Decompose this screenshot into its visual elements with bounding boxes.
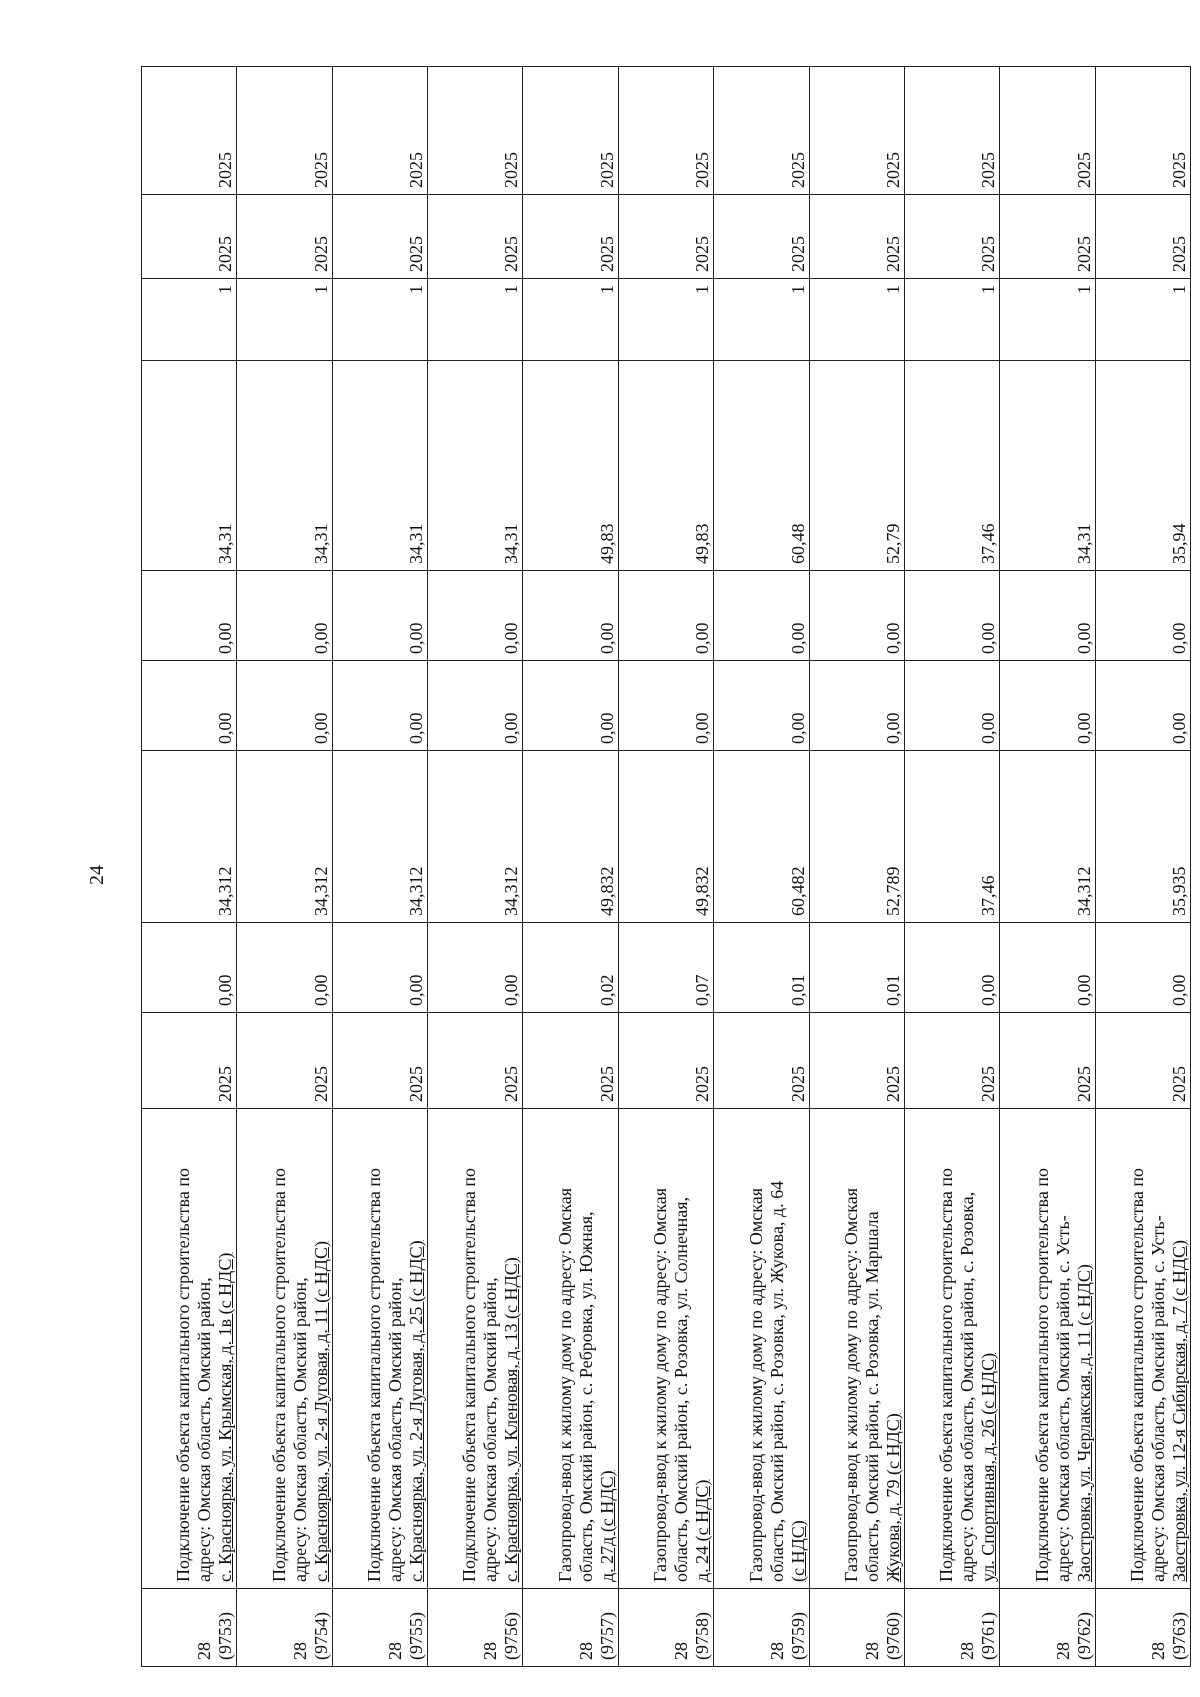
year-start-cell: 2025 [714,1013,809,1109]
row-number: 28 [385,1642,406,1660]
value-4-cell: 0,00 [904,571,999,661]
row-code: (9763) [1169,1612,1189,1660]
object-name-line-2: адресу: Омская область, Омский район, [289,1277,310,1582]
value-1-cell: 0,00 [332,923,427,1013]
value-2-cell: 34,312 [142,751,237,923]
object-name-line-3: (с НДС) [787,1520,808,1582]
value-4-cell: 0,00 [332,571,427,661]
object-name-line-1: Подключение объекта капитального строительства по [936,1168,957,1582]
object-name-line-2: область, Омский район, с. Розовка, ул. Жукова, д. 64 [766,1180,787,1582]
year-start-cell: 2025 [237,1013,332,1109]
object-name-line-3: Заостровка, ул. 12-я Сибирская, д. 7 (с НДС) [1169,1239,1189,1582]
object-name-line-3: д. 27д (с НДС) [596,1470,617,1582]
row-id-cell [809,1589,904,1667]
object-name-line-2: адресу: Омская область, Омский район, с. Усть- [1148,1215,1168,1582]
object-name-line-3: Жукова, д. 79 (с НДС) [882,1413,903,1582]
row-id-cell [523,1589,618,1667]
year-start-cell: 2025 [332,1013,427,1109]
object-name-cell [332,1109,427,1589]
object-name-line-1: Подключение объекта капитального строительства по [268,1168,289,1582]
row-code: (9761) [978,1612,999,1660]
value-2-cell: 34,312 [237,751,332,923]
value-4-cell: 0,00 [1000,571,1095,661]
year-start-cell: 2025 [618,1013,713,1109]
year-c-cell: 2025 [1095,67,1190,195]
value-1-cell: 0,01 [714,923,809,1013]
value-2-cell: 49,832 [618,751,713,923]
quantity-cell: 1 [904,279,999,361]
year-b-cell: 2025 [904,195,999,279]
object-name-cell [428,1109,523,1589]
object-name-cell [237,1109,332,1589]
value-1-cell: 0,01 [809,923,904,1013]
object-name-cell [523,1109,618,1589]
value-1-cell: 0,00 [142,923,237,1013]
value-2-cell: 34,312 [1000,751,1095,923]
table-row [428,67,523,1667]
year-b-cell: 2025 [809,195,904,279]
object-name-cell [618,1109,713,1589]
year-c-cell: 2025 [714,67,809,195]
value-4-cell: 0,00 [142,571,237,661]
year-start-cell: 2025 [1000,1013,1095,1109]
object-name-line-3: с. Красноярка, ул. 2-я Луговая, д. 11 (с НДС) [310,1241,331,1582]
year-c-cell: 2025 [237,67,332,195]
row-code: (9762) [1073,1612,1094,1660]
value-1-cell: 0,00 [904,923,999,1013]
row-code: (9759) [787,1612,808,1660]
row-code: (9753) [215,1612,236,1660]
object-name-line-2: область, Омский район, с. Ребровка, ул. Южная, [575,1211,596,1582]
value-3-cell: 0,00 [237,661,332,751]
object-name-line-1: Газопровод-ввод к жилому дому по адресу: Омская [840,1187,861,1582]
quantity-cell: 1 [1000,279,1095,361]
object-name-line-2: адресу: Омская область, Омский район, [194,1277,215,1582]
row-number: 28 [957,1642,978,1660]
row-number: 28 [575,1642,596,1660]
value-5-cell: 60,48 [714,361,809,571]
value-4-cell: 0,00 [618,571,713,661]
value-2-cell: 34,312 [332,751,427,923]
row-code: (9756) [501,1612,522,1660]
year-b-cell: 2025 [237,195,332,279]
object-name-line-1: Подключение объекта капитального строительства по [459,1168,480,1582]
object-name-line-3: ул. Спортивная, д. 2б (с НДС) [978,1352,999,1582]
object-name-line-2: адресу: Омская область, Омский район, [385,1277,406,1582]
row-number: 28 [480,1642,501,1660]
object-name-line-3: с. Красноярка, ул. Крымская, д. 1в (с НДС) [215,1252,236,1582]
value-1-cell: 0,00 [237,923,332,1013]
object-name-line-3: с. Красноярка, ул. 2-я Луговая, д. 25 (с НДС) [406,1240,427,1582]
row-id-cell [714,1589,809,1667]
object-name-cell [904,1109,999,1589]
table-row [1000,67,1095,1667]
value-2-cell: 34,312 [428,751,523,923]
object-name-line-1: Подключение объекта капитального строительства по [364,1168,385,1582]
row-number: 28 [671,1642,692,1660]
value-4-cell: 0,00 [809,571,904,661]
row-code: (9757) [596,1612,617,1660]
row-code: (9755) [406,1612,427,1660]
object-name-line-1: Подключение объекта капитального строительства по [1127,1168,1147,1582]
object-name-cell [142,1109,237,1589]
value-4-cell: 0,00 [237,571,332,661]
investment-table [141,66,1191,1667]
row-id-cell [904,1589,999,1667]
object-name-line-3: с. Красноярка, ул. Кленовая, д. 13 (с НДС) [501,1257,522,1582]
year-c-cell: 2025 [904,67,999,195]
value-1-cell: 0,00 [1000,923,1095,1013]
value-5-cell: 34,31 [142,361,237,571]
table-row [142,67,237,1667]
value-1-cell: 0,07 [618,923,713,1013]
row-number: 28 [1148,1642,1168,1660]
rotated-table-sheet [141,67,1191,1667]
year-start-cell: 2025 [904,1013,999,1109]
object-name-line-1: Газопровод-ввод к жилому дому по адресу: Омская [554,1187,575,1582]
table-row [618,67,713,1667]
value-1-cell: 0,00 [428,923,523,1013]
year-b-cell: 2025 [618,195,713,279]
row-id-cell [237,1589,332,1667]
row-id-cell [332,1589,427,1667]
quantity-cell: 1 [1095,279,1190,361]
object-name-cell [1000,1109,1095,1589]
row-number: 28 [861,1642,882,1660]
value-2-cell: 52,789 [809,751,904,923]
table-row [714,67,809,1667]
value-3-cell: 0,00 [523,661,618,751]
row-id-cell [1095,1589,1190,1667]
value-5-cell: 34,31 [428,361,523,571]
page-number: 24 [86,865,108,885]
value-3-cell: 0,00 [142,661,237,751]
value-5-cell: 35,94 [1095,361,1190,571]
value-2-cell: 37,46 [904,751,999,923]
object-name-line-1: Газопровод-ввод к жилому дому по адресу: Омская [650,1187,671,1582]
year-b-cell: 2025 [1095,195,1190,279]
table-row [809,67,904,1667]
year-start-cell: 2025 [523,1013,618,1109]
year-b-cell: 2025 [523,195,618,279]
quantity-cell: 1 [332,279,427,361]
quantity-cell: 1 [523,279,618,361]
value-5-cell: 34,31 [1000,361,1095,571]
value-2-cell: 49,832 [523,751,618,923]
value-5-cell: 37,46 [904,361,999,571]
row-id-cell [428,1589,523,1667]
value-5-cell: 34,31 [332,361,427,571]
row-code: (9754) [310,1612,331,1660]
row-number: 28 [289,1642,310,1660]
year-start-cell: 2025 [1095,1013,1190,1109]
year-c-cell: 2025 [428,67,523,195]
quantity-cell: 1 [142,279,237,361]
row-id-cell [618,1589,713,1667]
value-5-cell: 49,83 [523,361,618,571]
quantity-cell: 1 [237,279,332,361]
value-4-cell: 0,00 [428,571,523,661]
object-name-line-1: Подключение объекта капитального строительства по [1031,1168,1052,1582]
year-b-cell: 2025 [1000,195,1095,279]
table-row [332,67,427,1667]
quantity-cell: 1 [618,279,713,361]
object-name-line-1: Подключение объекта капитального строительства по [173,1168,194,1582]
year-c-cell: 2025 [142,67,237,195]
row-number: 28 [1052,1642,1073,1660]
value-3-cell: 0,00 [904,661,999,751]
table-body [142,67,1191,1667]
table-row [1095,67,1190,1667]
year-start-cell: 2025 [142,1013,237,1109]
year-start-cell: 2025 [809,1013,904,1109]
value-1-cell: 0,02 [523,923,618,1013]
row-code: (9758) [692,1612,713,1660]
object-name-line-2: адресу: Омская область, Омский район, [480,1277,501,1582]
object-name-line-2: область, Омский район, с. Розовка, ул. Маршала [861,1211,882,1582]
value-2-cell: 60,482 [714,751,809,923]
value-3-cell: 0,00 [714,661,809,751]
value-4-cell: 0,00 [1095,571,1190,661]
value-3-cell: 0,00 [1095,661,1190,751]
value-3-cell: 0,00 [1000,661,1095,751]
object-name-cell [714,1109,809,1589]
object-name-cell [809,1109,904,1589]
year-c-cell: 2025 [1000,67,1095,195]
value-4-cell: 0,00 [523,571,618,661]
year-b-cell: 2025 [714,195,809,279]
row-id-cell [142,1589,237,1667]
row-id-cell [1000,1589,1095,1667]
value-5-cell: 34,31 [237,361,332,571]
year-start-cell: 2025 [428,1013,523,1109]
object-name-cell [1095,1109,1190,1589]
year-b-cell: 2025 [142,195,237,279]
year-c-cell: 2025 [332,67,427,195]
object-name-line-3: Заостровка, ул. Черлакская, д. 11 (с НДС) [1073,1264,1094,1582]
row-number: 28 [194,1642,215,1660]
value-2-cell: 35,935 [1095,751,1190,923]
value-5-cell: 49,83 [618,361,713,571]
table-row [904,67,999,1667]
value-3-cell: 0,00 [332,661,427,751]
year-b-cell: 2025 [428,195,523,279]
year-b-cell: 2025 [332,195,427,279]
object-name-line-3: д. 24 (с НДС) [692,1479,713,1582]
value-3-cell: 0,00 [618,661,713,751]
quantity-cell: 1 [809,279,904,361]
year-c-cell: 2025 [523,67,618,195]
quantity-cell: 1 [428,279,523,361]
object-name-line-2: область, Омский район, с. Розовка, ул. Солнечная, [671,1197,692,1582]
object-name-line-2: адресу: Омская область, Омский район, с. Усть- [1052,1215,1073,1582]
object-name-line-1: Газопровод-ввод к жилому дому по адресу: Омская [745,1187,766,1582]
table-row [237,67,332,1667]
year-c-cell: 2025 [809,67,904,195]
value-3-cell: 0,00 [428,661,523,751]
value-5-cell: 52,79 [809,361,904,571]
row-number: 28 [766,1642,787,1660]
value-3-cell: 0,00 [809,661,904,751]
row-code: (9760) [882,1612,903,1660]
year-c-cell: 2025 [618,67,713,195]
value-1-cell: 0,00 [1095,923,1190,1013]
table-row [523,67,618,1667]
object-name-line-2: адресу: Омская область, Омский район, с. Розовка, [957,1191,978,1582]
quantity-cell: 1 [714,279,809,361]
value-4-cell: 0,00 [714,571,809,661]
